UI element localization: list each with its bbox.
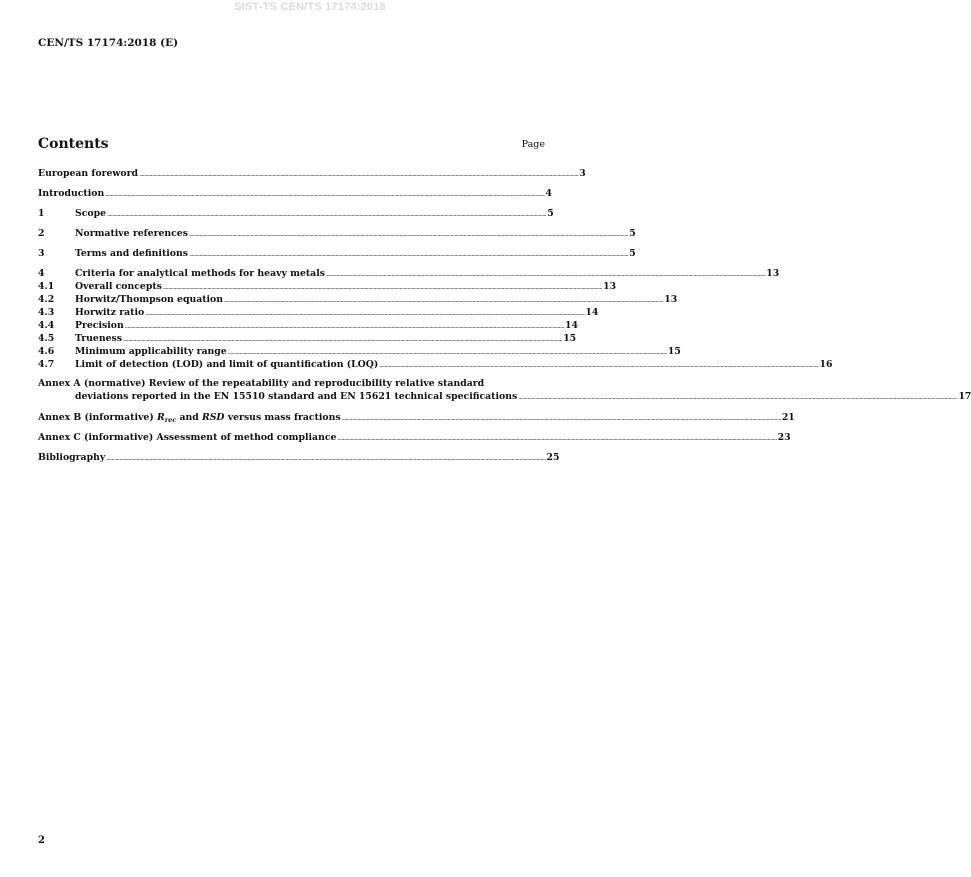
dot-leader: ................................................................................................................................................................................................................................................................................................................................................ [337,435,777,442]
dot-leader: ................................................................................................................................................................................................................................................................................................................................................ [124,323,564,330]
annex-b-and: and [176,412,202,423]
dot-leader: ................................................................................................................................................................................................................................................................................................................................................ [341,415,781,422]
toc-entry-number: 4.5 [38,333,55,344]
toc-entry-title: Criteria for analytical methods for heavy metals [75,268,325,279]
toc-entry-title: Normative references [75,228,188,239]
toc-entry[interactable] [38,207,554,220]
dot-leader: ................................................................................................................................................................................................................................................................................................................................................ [107,211,547,218]
annex-c-title: Annex C (informative) Assessment of method compliance [38,432,337,443]
annex-b-prefix: Annex B (informative) [38,412,157,423]
toc-entry-bibliography[interactable] [38,451,560,464]
table-of-contents [38,167,971,464]
annex-b-rsd: RSD [201,412,225,423]
toc-entry-annex-b[interactable] [38,411,795,424]
toc-entry-title: European foreword [38,168,138,179]
dot-leader: ................................................................................................................................................................................................................................................................................................................................................ [227,349,667,356]
toc-entry-annex-c[interactable] [38,431,791,444]
document-id: CEN/TS 17174:2018 (E) [38,37,179,49]
toc-entry-title: Horwitz/Thompson equation [75,294,224,305]
dot-leader: ................................................................................................................................................................................................................................................................................................................................................ [224,297,664,304]
toc-entry[interactable] [38,293,678,306]
toc-entry-page: 21 [781,412,795,423]
dot-leader: ................................................................................................................................................................................................................................................................................................................................................ [162,284,603,291]
toc-entry-page: 5 [547,208,554,219]
toc-entry-title: Precision [75,320,124,331]
annex-b-r-subscript: rec [164,416,177,424]
toc-entry-title: Minimum applicability range [75,346,227,357]
dot-leader: ................................................................................................................................................................................................................................................................................................................................................ [379,362,819,369]
toc-entry-number: 1 [38,208,45,219]
toc-entry-title: Introduction [38,188,105,199]
toc-entry-page: 5 [629,228,636,239]
toc-entry-title: Horwitz ratio [75,307,145,318]
toc-entry[interactable] [38,345,681,358]
toc-entry-title: Trueness [75,333,122,344]
toc-entry-number: 4 [38,268,45,279]
toc-entry-title: Limit of detection (LOD) and limit of quantification (LOQ) [75,359,379,370]
dot-leader: ................................................................................................................................................................................................................................................................................................................................................ [105,191,545,198]
contents-title: Contents [38,136,109,152]
toc-entry-number: 2 [38,228,45,239]
page-number: 2 [38,835,45,846]
toc-entry-page: 23 [777,432,791,443]
annex-a-title-line2: deviations reported in the EN 15510 standard and EN 15621 technical specifications [75,390,518,402]
page-column-label: Page [521,139,545,150]
dot-leader: ................................................................................................................................................................................................................................................................................................................................................ [325,271,766,278]
toc-entry[interactable] [38,332,577,345]
toc-entry-number: 3 [38,248,45,259]
toc-entry-page: 15 [667,346,681,357]
annex-b-suffix: versus mass fractions [224,412,341,423]
toc-entry-page: 13 [664,294,678,305]
toc-entry-page: 15 [563,333,577,344]
dot-leader: ................................................................................................................................................................................................................................................................................................................................................ [106,455,546,462]
toc-entry[interactable] [38,319,578,332]
annex-b-title [38,411,341,427]
annex-b-r-symbol: R [156,412,165,423]
annex-a-title-line1: Annex A (normative) Review of the repeatability and reproducibility relative standard [38,378,485,389]
toc-entry-number: 4.4 [38,320,55,331]
toc-entry-number: 4.6 [38,346,55,357]
watermark: SIST-TS CEN/TS 17174:2018 [234,1,386,13]
toc-entry-page: 17 [958,390,971,402]
toc-entry[interactable] [38,280,617,293]
toc-entry-page: 4 [545,188,552,199]
dot-leader: ................................................................................................................................................................................................................................................................................................................................................ [188,231,629,238]
toc-entry-page: 3 [579,168,586,179]
dot-leader: ................................................................................................................................................................................................................................................................................................................................................ [145,310,585,317]
toc-entry-number: 4.2 [38,294,55,305]
toc-entry[interactable] [38,267,780,280]
toc-entry[interactable] [38,306,599,319]
toc-entry-page: 14 [564,320,578,331]
toc-entry-title: Overall concepts [75,281,162,292]
toc-entry-title: Terms and definitions [75,248,188,259]
toc-entry-page: 13 [766,268,780,279]
dot-leader: ................................................................................................................................................................................................................................................................................................................................................ [188,251,629,258]
toc-entry-page: 14 [585,307,599,318]
toc-entry-number: 4.7 [38,359,55,370]
toc-entry[interactable] [38,227,636,240]
toc-entry-number: 4.3 [38,307,55,318]
toc-entry-title: Scope [75,208,106,219]
toc-entry-page: 13 [603,281,617,292]
dot-leader: ................................................................................................................................................................................................................................................................................................................................................ [518,393,958,401]
toc-entry[interactable] [38,167,586,180]
toc-entry-number: 4.1 [38,281,55,292]
toc-entry[interactable] [38,247,636,260]
toc-entry[interactable] [38,187,552,200]
dot-leader: ................................................................................................................................................................................................................................................................................................................................................ [122,336,563,343]
toc-entry[interactable] [38,358,833,371]
toc-entry-page: 5 [629,248,636,259]
toc-entry-annex-a[interactable] [38,378,971,404]
dot-leader: ................................................................................................................................................................................................................................................................................................................................................ [139,171,579,178]
toc-entry-page: 25 [546,452,560,463]
bibliography-title: Bibliography [38,452,106,463]
toc-entry-page: 16 [819,359,833,370]
